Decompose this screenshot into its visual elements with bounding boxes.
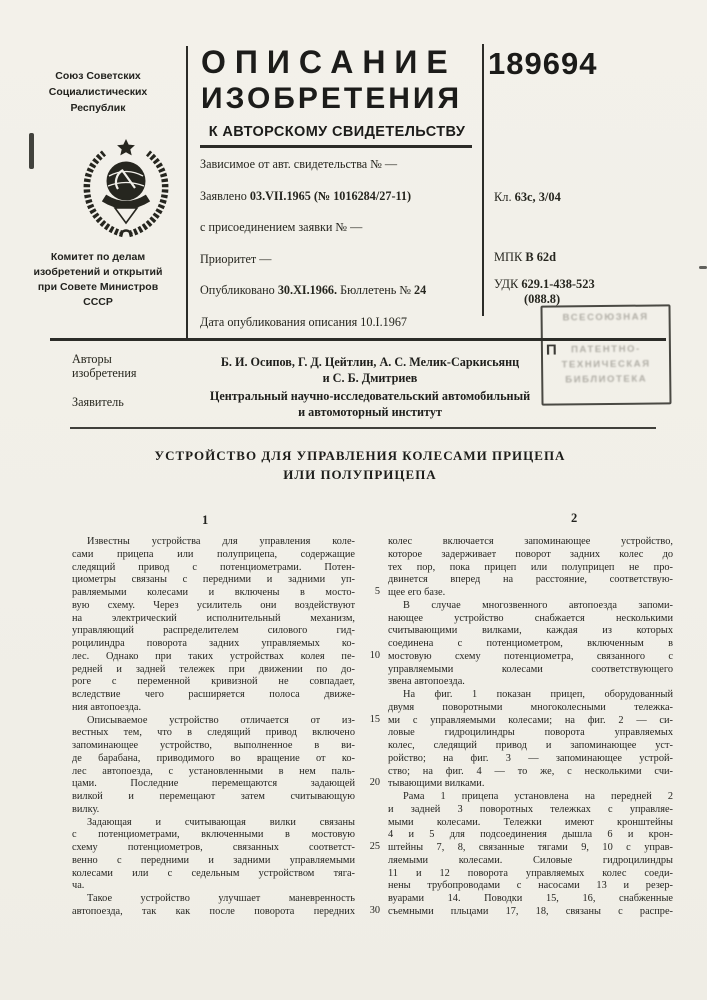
metadata-line	[200, 252, 486, 266]
text-segment: Бюллетень №	[337, 283, 415, 297]
text-line: следящий привод с потенциометрами. Потен-	[72, 561, 355, 573]
applicant-label: Заявитель	[72, 395, 124, 409]
country-name-line: Социалистических	[48, 86, 148, 98]
text-line: ловые гидроцилиндры поворота управляемых	[388, 727, 673, 739]
text-segment: Зависимое от авт. свидетельства № —	[200, 157, 398, 171]
authors-label-2: изобретения	[72, 366, 137, 380]
text-line: де барабана, приводимого во вращение от ко-	[72, 752, 355, 764]
class-code	[494, 190, 561, 205]
gutter-line-number: 5	[374, 586, 380, 597]
gutter-line-number: 15	[369, 713, 380, 725]
text-line: мостовую схему потенциометра, связанного с	[388, 650, 673, 662]
authors-and-applicant	[140, 355, 600, 420]
column-number-1: 1	[202, 513, 209, 527]
text-line: нающее устройство снабжается несколькими	[388, 612, 673, 624]
country-name	[18, 68, 178, 116]
text-line: колес включается запоминающее устройство,	[388, 536, 673, 547]
text-line: редней и задней тележек при движении по до-	[72, 663, 355, 675]
stamp-text-line: ВСЕСОЮЗНАЯ	[562, 311, 649, 324]
invention-title-line: ИЛИ ПОЛУПРИЦЕПА	[283, 466, 437, 482]
metadata-line	[200, 220, 486, 234]
text-line: тех пор, пока прицеп или полуприцеп не про-	[388, 561, 673, 573]
stamp-text-line: ТЕХНИЧЕСКАЯ	[561, 358, 651, 371]
text-segment: Опубликовано	[200, 283, 278, 297]
text-line: ми с управляемыми колесами; на фиг. 2 — си-	[388, 714, 673, 726]
udk-code-2: (088.8)	[524, 292, 561, 306]
committee-name	[10, 250, 186, 310]
applicant-name-line: и автомоторный институт	[298, 404, 442, 419]
patent-text-column-left	[72, 536, 355, 919]
stamp-text-line: БИБЛИОТЕКА	[565, 373, 648, 386]
mpk-code	[494, 250, 556, 265]
text-line: ляемыми колесами. Силовые гидроцилиндры	[388, 854, 673, 866]
document-type-title-2: ИЗОБРЕТЕНИЯ	[201, 82, 463, 115]
text-line: и задней 3 поворотных тележках с управляе-	[388, 803, 673, 815]
authors-bottom-rule	[70, 427, 656, 429]
text-segment: 629.1-438-523	[521, 277, 595, 291]
metadata-line	[200, 189, 486, 203]
gutter-line-number: 30	[369, 904, 380, 916]
scan-artifact	[699, 266, 707, 269]
text-line: На фиг. 1 показан прицеп, оборудованный	[403, 689, 673, 700]
text-line: которое задерживает поворот задних колес до	[388, 548, 673, 560]
ussr-emblem	[78, 136, 174, 240]
patent-number: 189694	[488, 46, 598, 81]
text-segment: 63c, 3/04	[514, 190, 561, 204]
text-line: звена автопоезда.	[388, 676, 465, 688]
text-line: мыми колесами. Тележки имеют кронштейны	[388, 816, 673, 828]
scan-artifact	[29, 133, 34, 169]
filing-metadata	[200, 157, 486, 329]
text-line: роцилиндра поворота задних управляемых ко-	[72, 638, 355, 649]
text-line: лес автопоезда, с установленными в нем паль-	[72, 765, 355, 777]
text-line: автопоезда, так как после поворота передних	[72, 905, 355, 917]
text-line: с потенциометрами, включенными в мостовую	[72, 829, 355, 841]
text-line: вуарами 14. Поводки 15, 16, снабженные	[388, 893, 673, 904]
text-line: вую схему. Через усилитель они воздействуют	[72, 599, 355, 611]
metadata-line	[200, 283, 486, 297]
text-line: двинется вперед на расстояние, соответствую-	[388, 574, 673, 586]
committee-name-line: при Совете Министров	[37, 281, 159, 293]
text-line: вестных тем, что в следящий привод включено	[72, 727, 355, 739]
text-line: венно с передними и задними управляемыми	[72, 854, 355, 866]
text-line: ройство; на фиг. 3 — запоминающее устрой-	[388, 752, 673, 764]
text-line: Такое устройство улучшает маневренность	[87, 893, 355, 904]
text-line: лес. Однако при таких устройствах колея пе-	[72, 650, 355, 662]
applicant-name-line: Центральный научно-исследовательский автомобильный	[209, 389, 531, 403]
text-line: управляемыми колесами соответствующего	[388, 663, 673, 675]
gutter-line-number: 10	[369, 649, 380, 661]
text-segment: 03.VII.1965 (№ 1016284/27-11)	[249, 188, 412, 203]
text-line: штейны 7, 8, связанные тягами 9, 10 с управ-	[388, 842, 673, 853]
patent-text-column-right	[388, 536, 673, 919]
text-line: считывающими вилками, каждая из которых	[388, 625, 673, 637]
committee-name-line: изобретений и открытий	[33, 266, 163, 278]
text-line: двумя поворотными многоколесными тележка-	[388, 701, 673, 713]
text-line: Описываемое устройство отличается от из-	[87, 714, 355, 726]
text-segment: МПК	[494, 250, 526, 264]
invention-title	[90, 447, 630, 484]
text-line: цами. Последние перемещаются задающей	[72, 778, 355, 790]
authors-label: Авторы	[72, 352, 112, 366]
header-divider-left	[186, 46, 188, 338]
text-segment: с присоединением заявки № —	[200, 220, 363, 234]
text-segment: УДК	[494, 277, 522, 291]
header-bottom-rule	[50, 338, 666, 341]
gutter-line-number: 25	[369, 841, 380, 852]
text-line: роге с переменной кривизной не совпадает,	[72, 676, 355, 688]
text-line: 11 и 12 поворота управляемых колес соеди-	[388, 867, 673, 879]
text-line: колесами или с седельным устройством тяга-	[72, 867, 355, 879]
text-line: вследствие чего расширяется полоса движе-	[72, 689, 355, 700]
stamp-mark: П	[545, 341, 557, 359]
text-line: 4 и 5 для подсоединения дышла 6 и крон-	[388, 829, 673, 841]
country-name-line: Союз Советских	[55, 70, 141, 82]
text-line: Известны устройства для управления коле-	[87, 536, 355, 547]
text-segment: Кл.	[494, 190, 515, 204]
text-line: соединена с потенциометром, включенным в	[388, 638, 673, 649]
text-line: на электрический исполнительный механизм,	[72, 612, 355, 624]
text-line: равляемыми колесами и включены в мосто-	[72, 587, 355, 598]
ussr-emblem-graphic	[78, 136, 174, 240]
metadata-line	[200, 315, 486, 329]
text-line: запоминающее устройство, выполненное в ви-	[72, 740, 355, 751]
column-number-2: 2	[571, 511, 578, 525]
text-line: Задающая и считывающая вилки связаны	[87, 816, 355, 828]
text-line: ча.	[72, 880, 85, 892]
text-line: тывающими вилками.	[388, 778, 485, 790]
udk-code	[494, 277, 595, 292]
text-segment: Приоритет —	[200, 251, 272, 266]
stamp-text-line: ПАТЕНТНО-	[570, 343, 641, 356]
text-segment: В 62d	[525, 250, 556, 264]
country-name-line: Республик	[70, 102, 126, 114]
text-line: циометры связаны с передними и задними уп-	[72, 574, 355, 586]
text-line: вилкой и перемещают затем считывающую	[72, 791, 355, 802]
committee-name-line: Комитет по делам	[50, 251, 146, 263]
text-segment: Заявлено	[200, 188, 250, 203]
text-line: В случае многозвенного автопоезда запоми-	[403, 599, 673, 611]
document-type-title: ОПИСАНИЕ	[201, 44, 457, 80]
invention-title-line: УСТРОЙСТВО ДЛЯ УПРАВЛЕНИЯ КОЛЕСАМИ ПРИЦЕПА	[154, 448, 566, 463]
text-segment: 24	[414, 283, 427, 297]
text-line: съемными пльцами 17, 18, связаны с распре-	[388, 905, 673, 917]
text-line: нены трубопроводами с насосами 13 и резер-	[388, 880, 673, 892]
text-segment: 30.XI.1966.	[277, 283, 338, 297]
text-line: щее его базе.	[388, 587, 446, 598]
text-line: сами прицепа или полуприцепа, содержащие	[72, 548, 355, 560]
subtitle-underline	[200, 145, 472, 148]
text-line: схему потенциометров, связанных соответст-	[72, 842, 355, 853]
author-names-line: и С. Б. Дмитриев	[322, 370, 418, 385]
certificate-subtitle: К АВТОРСКОМУ СВИДЕТЕЛЬСТВУ	[208, 124, 466, 140]
committee-name-line: СССР	[83, 296, 113, 308]
author-names-line: Б. И. Осипов, Г. Д. Цейтлин, А. С. Мелик-Саркисьянц	[220, 355, 520, 369]
text-line: управляющий распределителем силового гид-	[72, 625, 355, 637]
metadata-line	[200, 157, 486, 171]
gutter-line-number: 20	[369, 777, 380, 789]
text-line: колес, следящий привод и запоминающее уст-	[388, 740, 673, 751]
text-line: вилку.	[72, 803, 100, 815]
text-line: Рама 1 прицепа установлена на передней 2	[403, 791, 673, 802]
text-line: ство; на фиг. 4 — то же, с несколькими счи-	[388, 765, 673, 777]
text-segment: Дата опубликования описания 10.I.1967	[200, 314, 408, 329]
text-line: ния автопоезда.	[72, 701, 142, 713]
